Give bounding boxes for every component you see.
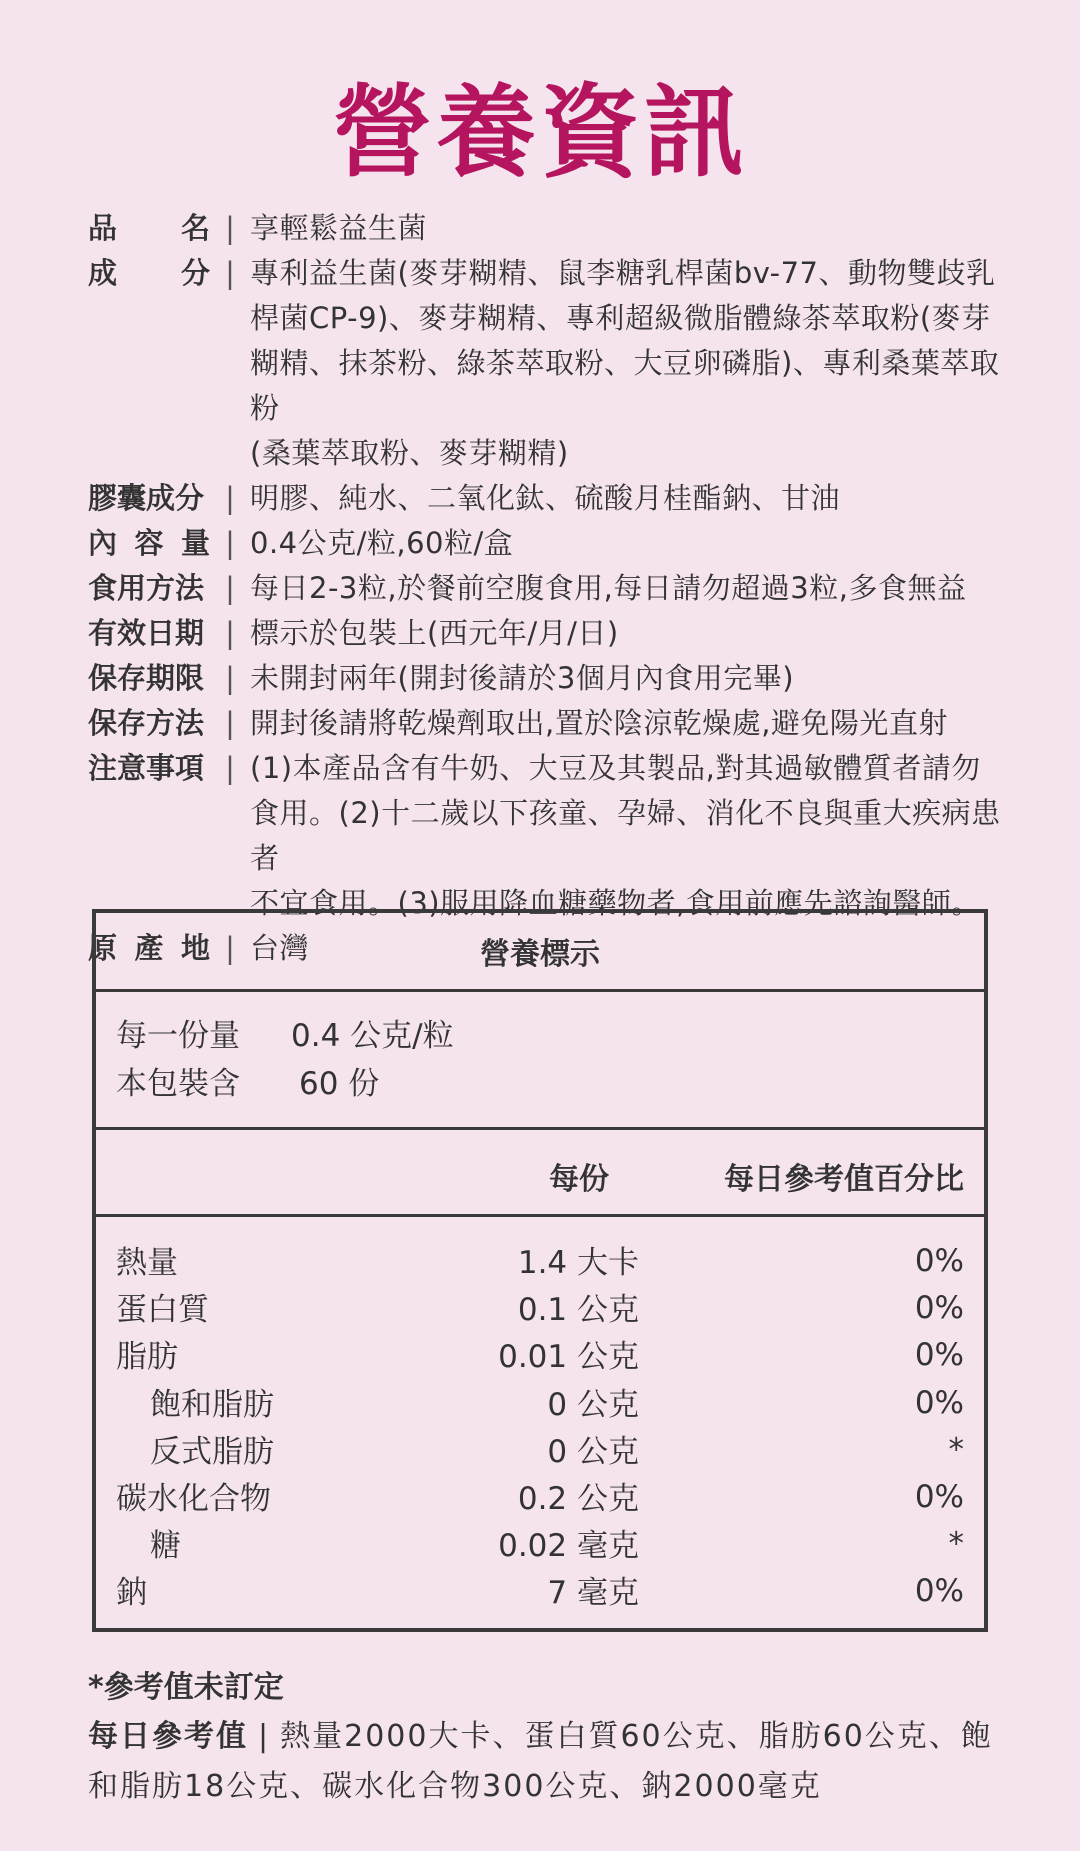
info-label: 保存期限 — [88, 661, 205, 695]
nutrient-daily-percent: 0% — [914, 1337, 964, 1374]
info-value: (1)本產品含有牛奶、大豆及其製品,對其過敏體質者請勿 食用。(2)十二歲以下孩童、孕婦、消化不良與重大疾病患者 不宜食用。(3)服用降血糖藥物者,食用前應先諮詢醫師。 — [250, 751, 1001, 920]
daily-percent-header: 每日參考值百分比 — [724, 1162, 964, 1197]
info-label: 原 產 地 — [88, 931, 210, 965]
nutrient-daily-percent: 0% — [914, 1573, 964, 1610]
info-value: 享輕鬆益生菌 — [250, 211, 428, 245]
nutrient-daily-percent: 0% — [914, 1290, 964, 1327]
info-label: 膠囊成分 — [88, 481, 205, 515]
info-row — [88, 206, 1018, 251]
daily-reference-value: 熱量2000大卡、蛋白質60公克、脂肪60公克、飽和脂肪18公克、碳水化合物300公克、鈉2000毫克 — [88, 1719, 993, 1804]
nutrient-name: 鈉 — [116, 1575, 147, 1612]
servings-label: 本包裝含 — [116, 1066, 240, 1102]
separator: | — [225, 526, 235, 560]
nutrition-rows — [96, 1217, 984, 1613]
nutrition-row — [96, 1282, 984, 1329]
nutrition-row — [96, 1565, 984, 1612]
nutrient-daily-percent: 0% — [914, 1478, 964, 1515]
info-row — [88, 251, 1018, 476]
info-value: 台灣 — [250, 931, 310, 965]
separator: | — [225, 706, 235, 740]
nutrition-row — [96, 1471, 984, 1518]
separator: | — [258, 1719, 271, 1754]
separator: | — [225, 211, 235, 245]
nutrient-name: 反式脂肪 — [150, 1433, 274, 1470]
product-info-list — [88, 206, 1018, 971]
daily-reference — [88, 1712, 1008, 1812]
nutrient-amount: 7 毫克 — [547, 1575, 639, 1612]
info-value: 標示於包裝上(西元年/月/日) — [250, 616, 619, 650]
info-label: 食用方法 — [88, 571, 205, 605]
nutrient-amount: 0.2 公克 — [517, 1480, 639, 1517]
nutrient-daily-percent: 0% — [914, 1243, 964, 1279]
nutrient-name: 碳水化合物 — [116, 1480, 271, 1517]
daily-reference-label: 每日參考值 — [88, 1719, 248, 1754]
info-row — [88, 746, 1018, 926]
nutrient-amount: 0.1 公克 — [517, 1292, 639, 1329]
nutrient-name: 熱量 — [116, 1245, 178, 1281]
info-label: 品 名 — [88, 211, 210, 245]
info-label: 保存方法 — [88, 706, 205, 740]
info-row — [88, 701, 1018, 746]
nutrition-row — [96, 1518, 984, 1565]
nutrition-facts-table — [92, 909, 988, 1632]
info-row — [88, 656, 1018, 701]
separator: | — [225, 481, 235, 515]
info-label: 有效日期 — [88, 616, 205, 650]
nutrition-header: 營養標示 — [96, 913, 984, 992]
nutrient-amount: 0 公克 — [547, 1386, 639, 1423]
info-value: 開封後請將乾燥劑取出,置於陰涼乾燥處,避免陽光直射 — [250, 706, 948, 740]
info-row — [88, 566, 1018, 611]
nutrient-name: 蛋白質 — [116, 1292, 209, 1329]
nutrition-row — [96, 1235, 984, 1282]
serving-size-value: 0.4 公克/粒 — [291, 1018, 454, 1054]
nutrient-amount: 0 公克 — [547, 1433, 639, 1470]
info-value: 明膠、純水、二氧化鈦、硫酸月桂酯鈉、甘油 — [250, 481, 841, 515]
page-title: 營養資訊 — [332, 73, 748, 191]
nutrient-daily-percent: * — [948, 1431, 964, 1468]
separator: | — [225, 931, 235, 965]
nutrient-name: 飽和脂肪 — [150, 1386, 274, 1423]
nutrient-amount: 0.01 公克 — [498, 1339, 639, 1376]
info-label: 注意事項 — [88, 751, 205, 785]
nutrient-name: 脂肪 — [116, 1339, 178, 1376]
nutrition-row — [96, 1329, 984, 1376]
nutrition-row — [96, 1424, 984, 1471]
info-value: 專利益生菌(麥芽糊精、鼠李糖乳桿菌bv-77、動物雙歧乳 桿菌CP-9)、麥芽糊精、專利超級微脂體綠茶萃取粉(麥芽 糊精、抹茶粉、綠茶萃取粉、大豆卵磷脂)、專利桑葉萃取粉 (桑葉萃取粉、麥芽糊精) — [250, 256, 1000, 470]
info-label: 成 分 — [88, 256, 210, 290]
info-value: 0.4公克/粒,60粒/盒 — [250, 526, 514, 560]
separator: | — [225, 751, 235, 785]
nutrient-daily-percent: * — [948, 1526, 964, 1563]
separator: | — [225, 571, 235, 605]
separator: | — [225, 661, 235, 695]
per-serving-header: 每份 — [549, 1162, 609, 1197]
nutrient-amount: 0.02 毫克 — [498, 1528, 639, 1565]
info-row — [88, 476, 1018, 521]
info-label: 內 容 量 — [88, 526, 210, 560]
info-value: 每日2-3粒,於餐前空腹食用,每日請勿超過3粒,多食無益 — [250, 571, 967, 605]
footnote: *參考值未訂定 — [88, 1670, 284, 1705]
serving-info — [96, 992, 984, 1130]
info-value: 未開封兩年(開封後請於3個月內食用完畢) — [250, 661, 795, 695]
separator: | — [225, 256, 235, 290]
separator: | — [225, 616, 235, 650]
info-row — [88, 611, 1018, 656]
nutrient-amount: 1.4 大卡 — [517, 1245, 639, 1281]
nutrient-name: 糖 — [150, 1528, 181, 1565]
nutrient-daily-percent: 0% — [914, 1384, 964, 1421]
nutrition-row — [96, 1377, 984, 1424]
nutrition-column-header — [96, 1130, 984, 1217]
info-row — [88, 521, 1018, 566]
serving-size-label: 每一份量 — [116, 1018, 240, 1054]
servings-value: 60 份 — [299, 1066, 380, 1102]
